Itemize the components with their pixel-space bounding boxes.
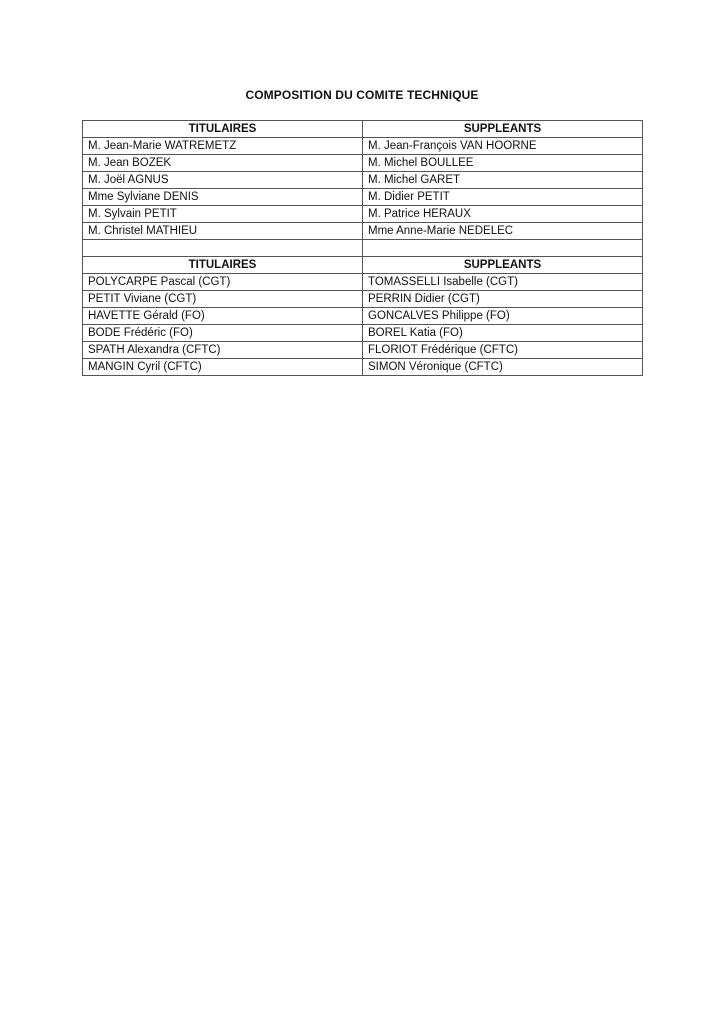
- blank-cell: [363, 240, 643, 257]
- titulaire-cell: M. Sylvain PETIT: [83, 206, 363, 223]
- section2-header-suppleants: SUPPLEANTS: [363, 257, 643, 274]
- table-row: [83, 172, 643, 189]
- table-row: [83, 359, 643, 376]
- suppleant-cell: M. Patrice HERAUX: [363, 206, 643, 223]
- titulaire-cell: POLYCARPE Pascal (CGT): [83, 274, 363, 291]
- titulaire-cell: PETIT Viviane (CGT): [83, 291, 363, 308]
- table-row: [83, 206, 643, 223]
- titulaire-cell: M. Jean-Marie WATREMETZ: [83, 138, 363, 155]
- table-row: [83, 291, 643, 308]
- suppleant-cell: M. Jean-François VAN HOORNE: [363, 138, 643, 155]
- titulaire-cell: M. Christel MATHIEU: [83, 223, 363, 240]
- table-row: [83, 155, 643, 172]
- titulaire-cell: MANGIN Cyril (CFTC): [83, 359, 363, 376]
- page-title: COMPOSITION DU COMITE TECHNIQUE: [245, 88, 479, 102]
- suppleant-cell: M. Michel GARET: [363, 172, 643, 189]
- section1-header-row: [83, 121, 643, 138]
- table-row: [83, 189, 643, 206]
- titulaire-cell: M. Joël AGNUS: [83, 172, 363, 189]
- section1-header-titulaires: TITULAIRES: [83, 121, 363, 138]
- suppleant-cell: M. Didier PETIT: [363, 189, 643, 206]
- suppleant-cell: GONCALVES Philippe (FO): [363, 308, 643, 325]
- suppleant-cell: FLORIOT Frédérique (CFTC): [363, 342, 643, 359]
- titulaire-cell: Mme Sylviane DENIS: [83, 189, 363, 206]
- committee-table: [82, 120, 643, 376]
- blank-separator-row: [83, 240, 643, 257]
- table-row: [83, 223, 643, 240]
- suppleant-cell: SIMON Véronique (CFTC): [363, 359, 643, 376]
- table-row: [83, 138, 643, 155]
- section2-header-titulaires: TITULAIRES: [83, 257, 363, 274]
- titulaire-cell: BODE Frédéric (FO): [83, 325, 363, 342]
- table-row: [83, 342, 643, 359]
- suppleant-cell: M. Michel BOULLEE: [363, 155, 643, 172]
- table-row: [83, 274, 643, 291]
- table-row: [83, 308, 643, 325]
- table-row: [83, 325, 643, 342]
- section2-header-row: [83, 257, 643, 274]
- titulaire-cell: M. Jean BOZEK: [83, 155, 363, 172]
- titulaire-cell: SPATH Alexandra (CFTC): [83, 342, 363, 359]
- section1-header-suppleants: SUPPLEANTS: [363, 121, 643, 138]
- suppleant-cell: TOMASSELLI Isabelle (CGT): [363, 274, 643, 291]
- suppleant-cell: Mme Anne-Marie NEDELEC: [363, 223, 643, 240]
- suppleant-cell: PERRIN Didier (CGT): [363, 291, 643, 308]
- titulaire-cell: HAVETTE Gérald (FO): [83, 308, 363, 325]
- suppleant-cell: BOREL Katia (FO): [363, 325, 643, 342]
- blank-cell: [83, 240, 363, 257]
